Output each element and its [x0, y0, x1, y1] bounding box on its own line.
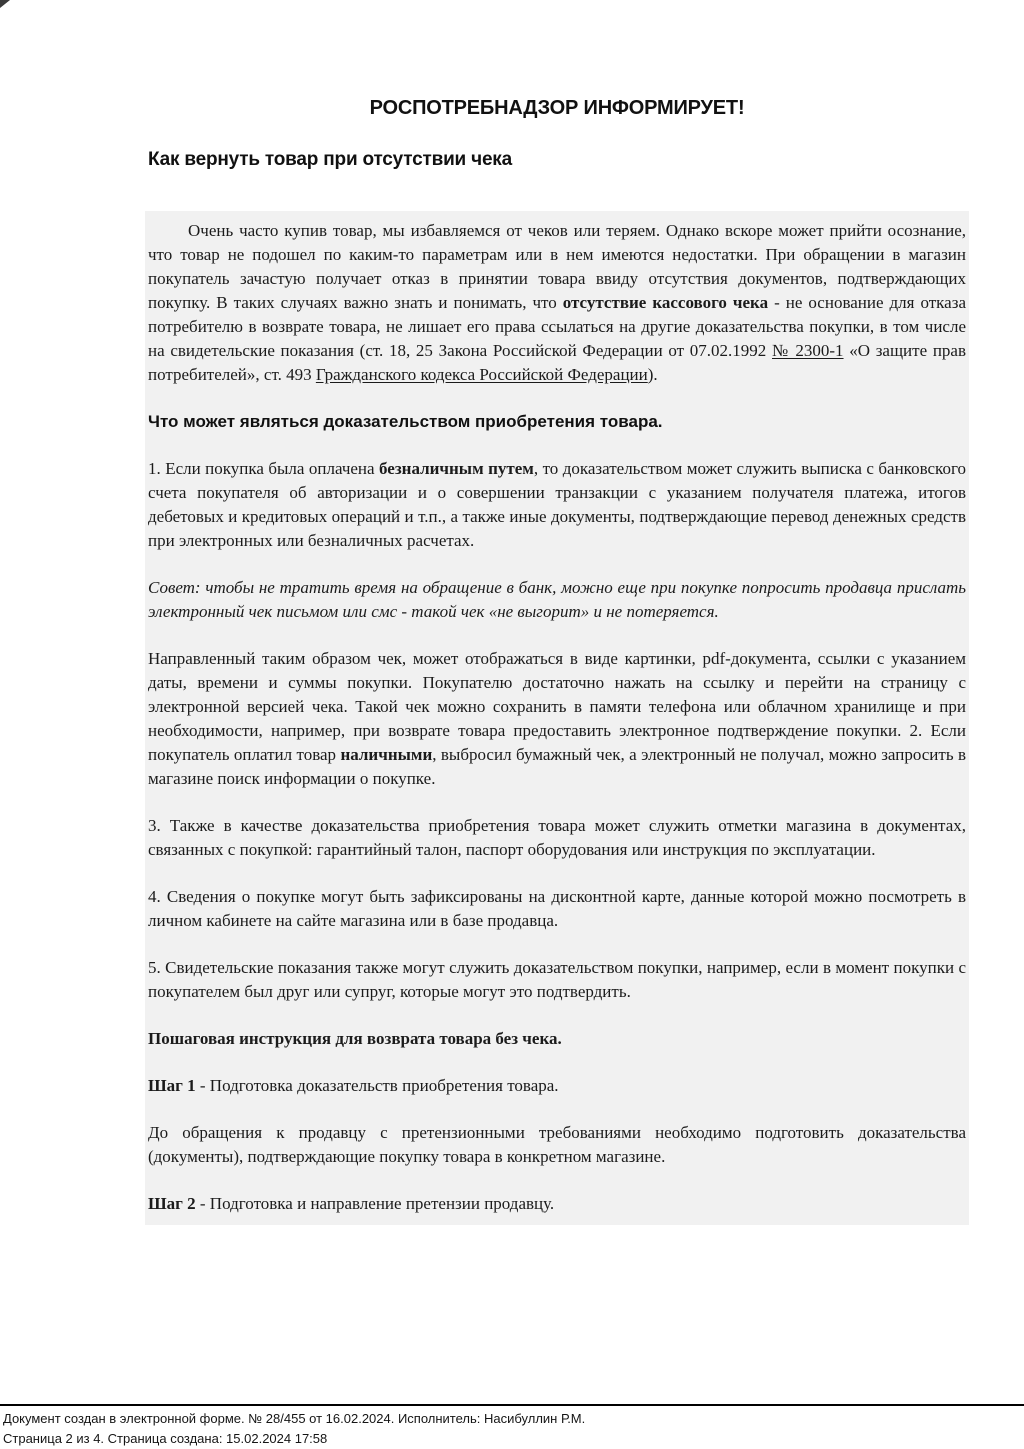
civil-code-link[interactable]: Гражданского кодекса Российской Федерации [315, 365, 648, 384]
step2-text: - Подготовка и направление претензии продавцу. [195, 1194, 555, 1213]
scan-artifact-mark [0, 0, 10, 8]
step2-label: Шаг 2 [148, 1194, 196, 1213]
paragraph-proof-item-1 [148, 457, 966, 553]
paragraph-proof-item-3: 3. Также в качестве доказательства приобретения товара может служить отметки магазина в документах, связанных с покупкой: гарантийный талон, паспорт оборудования или инструкция по эксплуатации. [148, 816, 966, 859]
paragraph-step-1-detail: До обращения к продавцу с претензионными требованиями необходимо подготовить доказательства (документы), подтверждающие покупку товара в конкретном магазине. [148, 1123, 966, 1166]
intro-text-1: Очень часто купив товар, мы избавляемся от чеков или теряем. Однако вскоре может прийти осознание, что товар не подошел по каким-то параметрам или в нем имеются недостатки. При обращении в магазин покупатель зачастую получает отказ в принятии товара ввиду отсутствия документов, подтверждающих покупку. В таких случаях важно знать и понимать, что [148, 221, 966, 312]
document-page [148, 0, 966, 1225]
item1-text-1: 1. Если покупка была оплачена [148, 459, 379, 478]
section-heading-proof: Что может являться доказательством приобретения товара. [148, 412, 663, 431]
item2-bold-phrase: наличными [340, 745, 433, 764]
paragraph-step-2 [148, 1192, 966, 1216]
paragraph-step-1 [148, 1074, 966, 1098]
page-title: РОСПОТРЕБНАДЗОР ИНФОРМИРУЕТ! [369, 97, 745, 119]
paragraph-proof-item-4: 4. Сведения о покупке могут быть зафиксированы на дисконтной карте, данные которой можно посмотреть в личном кабинете на сайте магазина или в базе продавца. [148, 887, 966, 930]
doc-heading: Как вернуть товар при отсутствии чека [148, 149, 512, 170]
step1-label: Шаг 1 [148, 1076, 196, 1095]
paragraph-tip: Совет: чтобы не тратить время на обращение в банк, можно еще при покупке попросить продавца прислать электронный чек письмом или смс - такой чек «не выгорит» и не потеряется. [148, 578, 966, 621]
intro-text-3: «О защите прав потребителей», ст. 493 [148, 341, 966, 384]
step1-text: - Подготовка доказательств приобретения товара. [195, 1076, 559, 1095]
item1-bold-phrase: безналичным путем [379, 459, 534, 478]
paragraph-intro [148, 219, 966, 387]
item1-text-2: , то доказательством может служить выписка с банковского счета покупателя об авторизации и о совершении транзакции с указанием получателя платежа, итогов дебетовых и кредитовых операций и т.п., а также иные документы, подтверждающие перевод денежных средств при электронных или безналичных расчетах. [148, 459, 966, 550]
intro-bold-phrase: отсутствие кассового чека [562, 293, 769, 312]
page-footer [0, 1404, 1024, 1449]
footer-page-info: Страница 2 из 4. Страница создана: 15.02.2024 17:58 [3, 1431, 328, 1446]
intro-text-4: ). [647, 365, 658, 384]
section-heading-steps: Пошаговая инструкция для возврата товара без чека. [148, 1029, 562, 1048]
intro-text-2: - не основание для отказа потребителю в возврате товара, не лишает его права ссылаться на другие доказательства покупки, в том числе на свидетельские показания (ст. 18, 25 Закона Российской Федерации от 07.02.1992 [148, 293, 966, 360]
item2-text-1: Направленный таким образом чек, может отображаться в виде картинки, pdf-документа, ссылки с указанием даты, времени и суммы покупки. Покупателю достаточно нажать на ссылку и перейти на страницу с электронной версией чека. Такой чек можно сохранить в памяти телефона или облачном хранилище и при необходимости, например, при возврате товара предоставить электронное подтверждение покупки. 2. Если покупатель оплатил товар [148, 649, 966, 764]
paragraph-proof-item-5: 5. Свидетельские показания также могут служить доказательством покупки, например, если в момент покупки с покупателем был друг или супруг, которые могут это подтвердить. [148, 958, 966, 1001]
paragraph-proof-item-2 [148, 647, 966, 791]
highlighted-content-block [145, 211, 969, 1225]
law-2300-1-link[interactable]: № 2300-1 [772, 341, 844, 360]
item2-text-2: , выбросил бумажный чек, а электронный не получал, можно запросить в магазине поиск информации о покупке. [148, 745, 966, 788]
footer-doc-info: Документ создан в электронной форме. № 28/455 от 16.02.2024. Исполнитель: Насибуллин Р.М. [3, 1411, 586, 1426]
